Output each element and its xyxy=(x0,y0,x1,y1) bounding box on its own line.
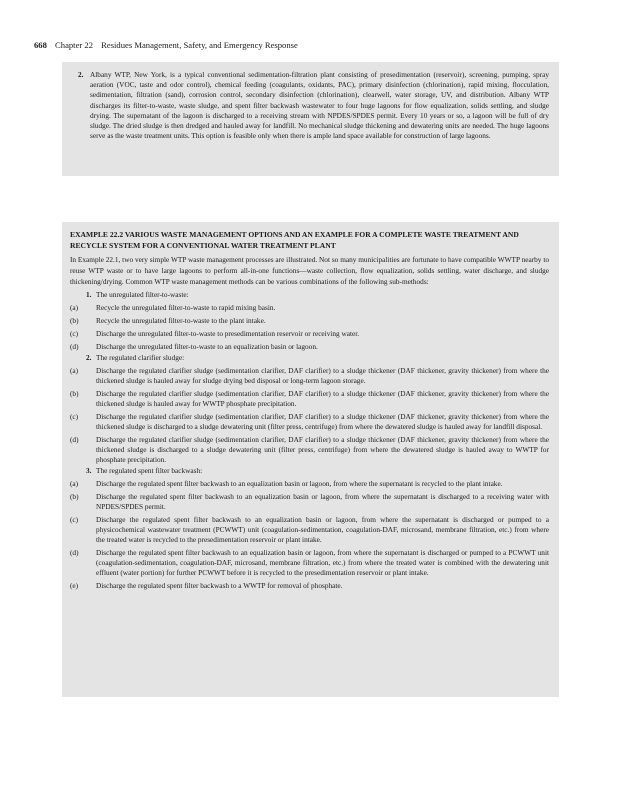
method-block xyxy=(70,466,549,591)
method-heading xyxy=(70,466,549,476)
method-title: The regulated clarifier sludge: xyxy=(96,353,185,363)
sub-method-label: (d) xyxy=(70,435,79,445)
sub-method-text: Discharge the regulated clarifier sludge (sedimentation clarifier, DAF clarifier) to a sludge thickener (DAF thickener, gravity thickener) from where the thickened sludge is discharged to a sludge dewatering unit (filter press, centrifuge) from where the dewatered sludge is hauled away to WWTP for phosphate precipitation. xyxy=(96,435,549,465)
page-number: 668 xyxy=(34,40,47,50)
sub-method-text: Discharge the regulated clarifier sludge (sedimentation clarifier, DAF clarifier) to a sludge thickener (DAF thickener, gravity thickener) from where the thickened sludge is hauled away for sludge drying bed disposal or long-term lagoon storage. xyxy=(96,366,549,386)
sub-method-label: (c) xyxy=(70,515,79,525)
sub-method-text: Discharge the unregulated filter-to-waste to presedimentation reservoir or receiving water. xyxy=(96,329,360,339)
example-title: EXAMPLE 22.2 VARIOUS WASTE MANAGEMENT OPTIONS AND AN EXAMPLE FOR A COMPLETE WASTE TREATMENT AND RECYCLE SYSTEM FOR A CONVENTIONAL WATER TREATMENT PLANT xyxy=(70,230,519,251)
sub-method-label: (b) xyxy=(70,316,79,326)
sub-method-item xyxy=(70,492,549,512)
sub-method-item xyxy=(70,366,549,386)
sub-method-text: Discharge the regulated clarifier sludge (sedimentation clarifier, DAF clarifier) to a sludge thickener (DAF thickener, gravity thickener) from where the thickened sludge is hauled away for WWTP phosphate precipitation. xyxy=(96,389,549,409)
sub-method-text: Discharge the regulated spent filter backwash to an equalization basin or lagoon, from where the supernatant is discharged or pumped to a physicochemical wastewater treatment (PCWWT) unit (coagulation-sedimentation, coagulation-DAF, microsand, membrane filtration, etc.) from where the treated water is recycled to the presedimentation reservoir or plant intake. xyxy=(96,515,549,545)
method-number: 1. xyxy=(86,290,92,300)
method-number: 3. xyxy=(86,466,92,476)
sub-method-item xyxy=(70,515,549,545)
sub-method-item xyxy=(70,329,549,339)
sub-method-text: Discharge the regulated spent filter backwash to an equalization basin or lagoon, from where the supernatant is recycled to the plant intake. xyxy=(96,479,503,489)
sub-method-label: (a) xyxy=(70,366,79,376)
sub-method-text: Discharge the unregulated filter-to-waste to an equalization basin or lagoon. xyxy=(96,342,318,352)
example-continuation-box xyxy=(62,62,559,176)
sub-method-label: (c) xyxy=(70,412,79,422)
sub-method-text: Recycle the unregulated filter-to-waste to rapid mixing basin. xyxy=(96,303,276,313)
methods-list xyxy=(70,290,549,591)
example-22-2-box xyxy=(62,222,559,697)
sub-method-label: (d) xyxy=(70,342,79,352)
sub-method-text: Recycle the unregulated filter-to-waste to the plant intake. xyxy=(96,316,266,326)
method-number: 2. xyxy=(86,353,92,363)
method-block xyxy=(70,353,549,465)
sub-method-label: (c) xyxy=(70,329,79,339)
sub-method-text: Discharge the regulated spent filter backwash to a WWTP for removal of phosphate. xyxy=(96,581,343,591)
sub-method-list xyxy=(70,479,549,591)
method-block xyxy=(70,290,549,352)
sub-method-item xyxy=(70,303,549,313)
sub-method-item xyxy=(70,389,549,409)
sub-method-label: (b) xyxy=(70,492,79,502)
running-header xyxy=(34,40,298,50)
sub-method-label: (a) xyxy=(70,303,79,313)
method-heading xyxy=(70,290,549,300)
sub-method-list xyxy=(70,303,549,352)
sub-method-text: Discharge the regulated spent filter backwash to an equalization basin or lagoon, from where the supernatant is discharged to a receiving water with NPDES/SPDES permit. xyxy=(96,492,549,512)
sub-method-item xyxy=(70,412,549,432)
method-heading xyxy=(70,353,549,363)
sub-method-label: (a) xyxy=(70,479,79,489)
sub-method-label: (d) xyxy=(70,548,79,558)
sub-method-text: Discharge the regulated clarifier sludge (sedimentation clarifier, DAF clarifier) to a sludge thickener (DAF thickener, gravity thickener) from where the thickened sludge is discharged to a sludge dewatering unit (filter press, centrifuge) from where the dewatered sludge is hauled away for landfill disposal. xyxy=(96,412,549,432)
sub-method-item xyxy=(70,435,549,465)
albany-item xyxy=(78,70,549,141)
sub-method-item xyxy=(70,581,549,591)
sub-method-item xyxy=(70,548,549,578)
example-intro: In Example 22.1, two very simple WTP waste management processes are illustrated. Not so many municipalities are fortunate to have compatible WWTP nearby to reuse WTP waste or to have large lagoons to perform all-in-one functions—waste collection, flow equalization, solids settling, water discharge, and sludge thickening/drying. Common WTP waste management methods can be various combinations of the following sub-methods: xyxy=(70,255,549,286)
chapter-title: Residues Management, Safety, and Emergency Response xyxy=(101,40,298,50)
item-number: 2. xyxy=(78,70,84,79)
sub-method-list xyxy=(70,366,549,465)
sub-method-item xyxy=(70,342,549,352)
method-title: The unregulated filter-to-waste: xyxy=(96,290,189,300)
sub-method-item xyxy=(70,479,549,489)
sub-method-label: (b) xyxy=(70,389,79,399)
method-title: The regulated spent filter backwash: xyxy=(96,466,203,476)
sub-method-item xyxy=(70,316,549,326)
item-text: Albany WTP, New York, is a typical conventional sedimentation-filtration plant consisting of presedimentation (reservoir), screening, pumping, spray aeration (VOC, taste and odor control), chemical feeding (coagulants, oxidants, PAC), primary disinfection (chlorination), rapid mixing, flocculation, sedimentation, filtration (sand), corrosion control, secondary disinfection (chlorination), clearwell, water storage, UV, and distribution. Albany WTP discharges its filter-to-waste, waste sludge, and spent filter backwash wastewater to four huge lagoons for flow equalization, solids settling, and sludge drying. The supernatant of the lagoon is discharged to a receiving stream with NPDES/SPDES permit. Every 10 years or so, a lagoon will be full of dry sludge. The dried sludge is then dredged and hauled away for landfill. No mechanical sludge thickening and dewatering units are needed. The huge lagoons serve as the waste treatment units. This option is feasible only when there is ample land space available for construction of large lagoons. xyxy=(90,70,549,141)
sub-method-text: Discharge the regulated spent filter backwash to an equalization basin or lagoon, from where the supernatant is discharged or pumped to a PCWWT unit (coagulation-sedimentation, coagulation-DAF, microsand, membrane filtration, etc.) from where the treated water is combined with the dewatering unit effluent (water portion) for further PCWWT before it is recycled to the presedimentation reservoir or plant intake. xyxy=(96,548,549,578)
sub-method-label: (e) xyxy=(70,581,79,591)
chapter-label: Chapter 22 xyxy=(55,40,93,50)
